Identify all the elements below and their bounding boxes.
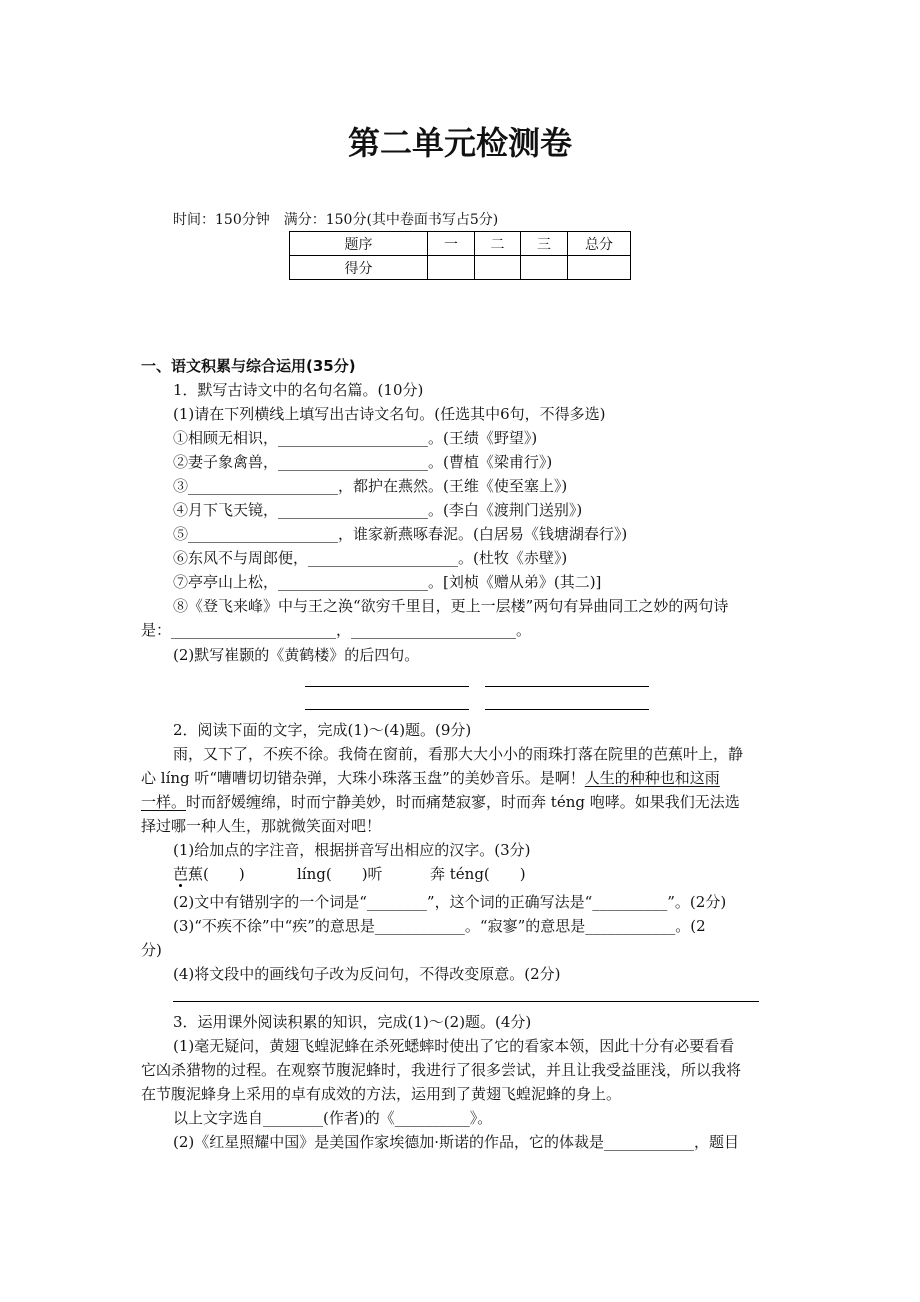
poem-item: ④月下飞天镜，____________________。(李白《渡荆门送别》) xyxy=(173,501,583,519)
row-label: 得分 xyxy=(290,256,428,280)
score-cell[interactable] xyxy=(475,256,521,280)
underlined-sentence: 一样。 xyxy=(141,793,187,811)
passage-text: 心 líng 听“嘈嘈切切错杂弹，大珠小珠落玉盘”的美妙音乐。是啊！ xyxy=(141,769,585,787)
table-row xyxy=(290,232,631,256)
passage-line xyxy=(141,768,720,788)
poem-item-8-answer: 是：______________________，______________________。 xyxy=(141,621,532,639)
table-header: 一 xyxy=(428,232,475,256)
score-cell[interactable] xyxy=(428,256,475,280)
exam-info: 时间：150分钟 满分：150分(其中卷面书写占5分) xyxy=(173,212,499,228)
poem-item: ①相顾无相识，____________________。(王绩《野望》) xyxy=(173,429,538,447)
passage-line: 在节腹泥蜂身上采用的卓有成效的方法，运用到了黄翅飞蝗泥蜂的身上。 xyxy=(141,1085,622,1103)
table-header: 题序 xyxy=(290,232,428,256)
poem-item: ⑥东风不与周郎便，____________________。(杜牧《赤壁》) xyxy=(173,549,568,567)
passage-text: 时而舒媛缠绵，时而宁静美妙，时而痛楚寂寥，时而奔 téng 咆哮。如果我们无法选 xyxy=(186,793,740,811)
question-2-sub2: (2)文中有错别字的一个词是“________”，这个词的正确写法是“__________”。(2分) xyxy=(173,893,727,911)
passage-line: 择过哪一种人生，那就微笑面对吧！ xyxy=(141,817,382,835)
passage-line: 它凶杀猎物的过程。在观察节腹泥蜂时，我进行了很多尝试，并且让我受益匪浅，所以我将 xyxy=(141,1061,742,1079)
pinyin-blank[interactable]: 蕉( ) xyxy=(188,865,245,883)
pinyin-item[interactable]: 奔 téng( ) xyxy=(430,865,526,883)
answer-line[interactable] xyxy=(485,686,649,687)
table-header: 三 xyxy=(521,232,568,256)
table-header: 二 xyxy=(475,232,521,256)
question-2-sub4: (4)将文段中的画线句子改为反问句，不得改变原意。(2分) xyxy=(173,965,561,983)
passage-line: 雨，又下了，不疾不徐。我倚在窗前，看那大大小小的雨珠打落在院里的芭蕉叶上，静 xyxy=(173,745,744,763)
question-3-stem: 3．运用课外阅读积累的知识，完成(1)～(2)题。(4分) xyxy=(173,1013,532,1031)
table-header: 总分 xyxy=(568,232,631,256)
poem-item: ③____________________，都护在燕然。(王维《使至塞上》) xyxy=(173,477,568,495)
answer-line[interactable] xyxy=(173,1001,759,1002)
pinyin-item xyxy=(173,864,245,884)
section-heading: 一、语文积累与综合运用(35分) xyxy=(141,357,356,375)
question-2-stem: 2．阅读下面的文字，完成(1)～(4)题。(9分) xyxy=(173,721,472,739)
score-table xyxy=(289,231,631,280)
question-1-sub2: (2)默写崔颢的《黄鹤楼》的后四句。 xyxy=(173,646,420,664)
dotted-char: 芭 xyxy=(173,865,189,883)
pinyin-item[interactable]: líng( )听 xyxy=(297,865,383,883)
poem-item: ⑤____________________，谁家新燕啄春泥。(白居易《钱塘湖春行》) xyxy=(173,525,628,543)
question-2-sub3: (3)“不疾不徐”中“疾”的意思是____________。“寂寥”的意思是____________。(2 xyxy=(173,917,706,935)
score-cell[interactable] xyxy=(568,256,631,280)
poem-item: ②妻子象禽兽，____________________。(曹植《梁甫行》) xyxy=(173,453,553,471)
table-row xyxy=(290,256,631,280)
underlined-sentence: 人生的种种也和这雨 xyxy=(584,769,720,787)
question-2-sub3-cont: 分) xyxy=(141,941,162,959)
question-1-sub1: (1)请在下列横线上填写出古诗文名句。(任选其中6句，不得多选) xyxy=(173,405,606,423)
answer-line[interactable] xyxy=(305,709,469,710)
question-2-sub1: (1)给加点的字注音，根据拼音写出相应的汉字。(3分) xyxy=(173,841,531,859)
score-cell[interactable] xyxy=(521,256,568,280)
answer-line[interactable] xyxy=(485,709,649,710)
question-3-sub1: 以上文字选自________(作者)的《__________》。 xyxy=(173,1109,493,1127)
passage-line: (1)毫无疑问，黄翅飞蝗泥蜂在杀死蟋蟀时使出了它的看家本领，因此十分有必要看看 xyxy=(173,1037,735,1055)
answer-line[interactable] xyxy=(305,686,469,687)
poem-item-8: ⑧《登飞来峰》中与王之涣“欲穷千里目，更上一层楼”两句有异曲同工之妙的两句诗 xyxy=(173,597,729,615)
poem-item: ⑦亭亭山上松，____________________。[刘桢《赠从弟》(其二)] xyxy=(173,573,602,591)
question-1-stem: 1．默写古诗文中的名句名篇。(10分) xyxy=(173,381,424,399)
page-title: 第二单元检测卷 xyxy=(347,124,572,162)
passage-line xyxy=(141,792,740,812)
question-3-sub2: (2)《红星照耀中国》是美国作家埃德加·斯诺的作品，它的体裁是____________，题目 xyxy=(173,1133,740,1151)
